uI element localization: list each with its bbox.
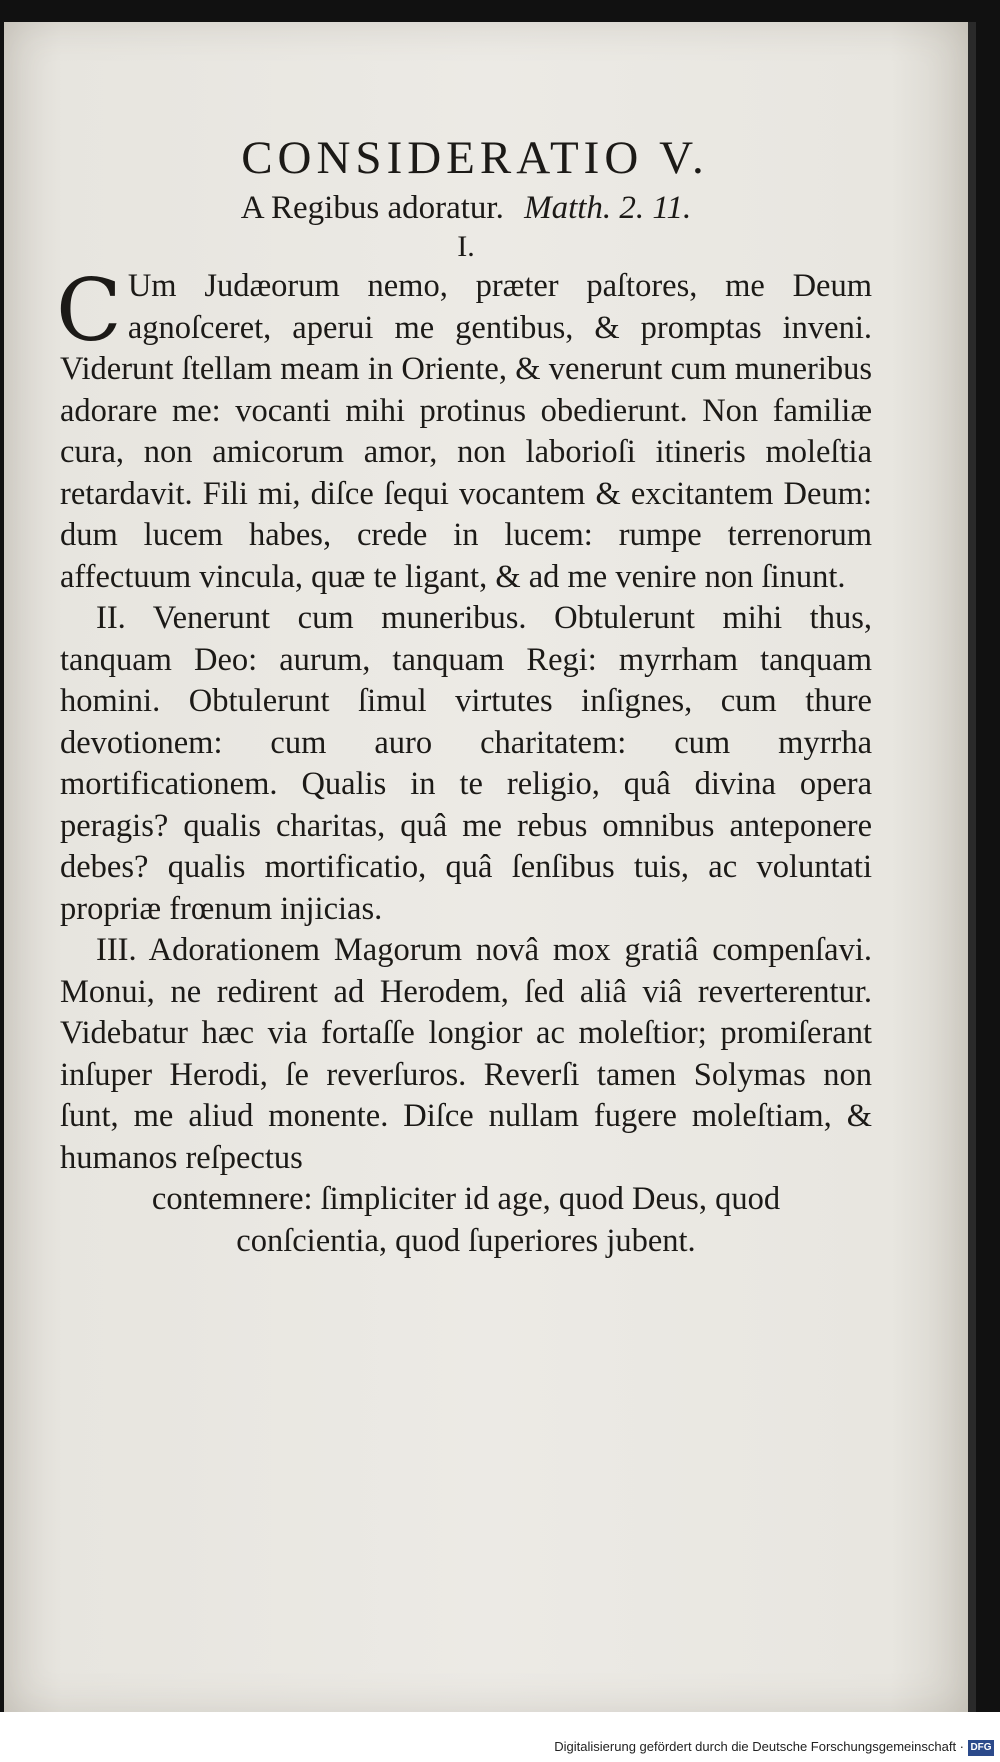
footer-strip <box>0 1712 1000 1762</box>
paragraph-1-text: Um Judæorum nemo, præter paſtores, me Deum agnoſceret, aperui me gentibus, & promptas inveni. Viderunt ſtellam meam in Oriente, & venerunt cum muneribus adorare me: vocanti mihi protinus obedierunt. Non familiæ cura, non amicorum amor, non laborioſi itineris moleſtia retardavit. Fili mi, diſce ſequi vocantem & excitantem Deum: dum lucem habes, crede in lucem: rumpe terrenorum affectuum vincula, quæ te ligant, & ad me venire non ſinunt. <box>60 268 872 595</box>
bible-reference: Matth. 2. 11. <box>524 190 692 226</box>
section-numeral: I. <box>457 230 475 263</box>
dfg-logo: DFG <box>968 1740 994 1756</box>
paragraph-3: III. Adorationem Magorum novâ mox gratiâ compenſavi. Monui, ne redirent ad Herodem, ſed aliâ viâ reverterentur. Videbatur hæc via fortaſſe longior ac moleſtior; promiſerant inſuper Herodi, ſe reverſuros. Reverſi tamen Solymas non ſunt, me aliud monente. Diſce nullam fugere moleſtiam, & humanos reſpectus <box>60 932 872 1176</box>
page-text <box>56 112 872 1262</box>
paragraph-2: II. Venerunt cum muneribus. Obtulerunt mihi thus, tanquam Deo: aurum, tanquam Regi: myrrham tanquam homini. Obtulerunt ſimul virtutes inſignes, cum thure devotionem: cum auro charitatem: cum myrrha mortificationem. Qualis in te religio, quâ divina opera peragis? qualis charitas, quâ me rebus omnibus anteponere debes? qualis mortificatio, quâ ſenſibus tuis, ac voluntati propriæ frœnum injicias. <box>60 600 872 927</box>
digitization-credit: Digitalisierung gefördert durch die Deutsche Forschungsgemeinschaft · <box>554 1739 964 1754</box>
paragraph-closing: contemnere: ſimpliciter id age, quod Deus, quod conſcientia, quod ſuperiores jubent. <box>151 1181 781 1259</box>
subtitle <box>60 188 872 228</box>
subtitle-text: A Regibus adoratur. <box>240 190 504 226</box>
page-title: CONSIDERATIO V. <box>241 132 709 184</box>
paragraph-1 <box>56 261 872 598</box>
drop-cap: C <box>56 261 122 361</box>
book-page <box>4 22 968 1712</box>
